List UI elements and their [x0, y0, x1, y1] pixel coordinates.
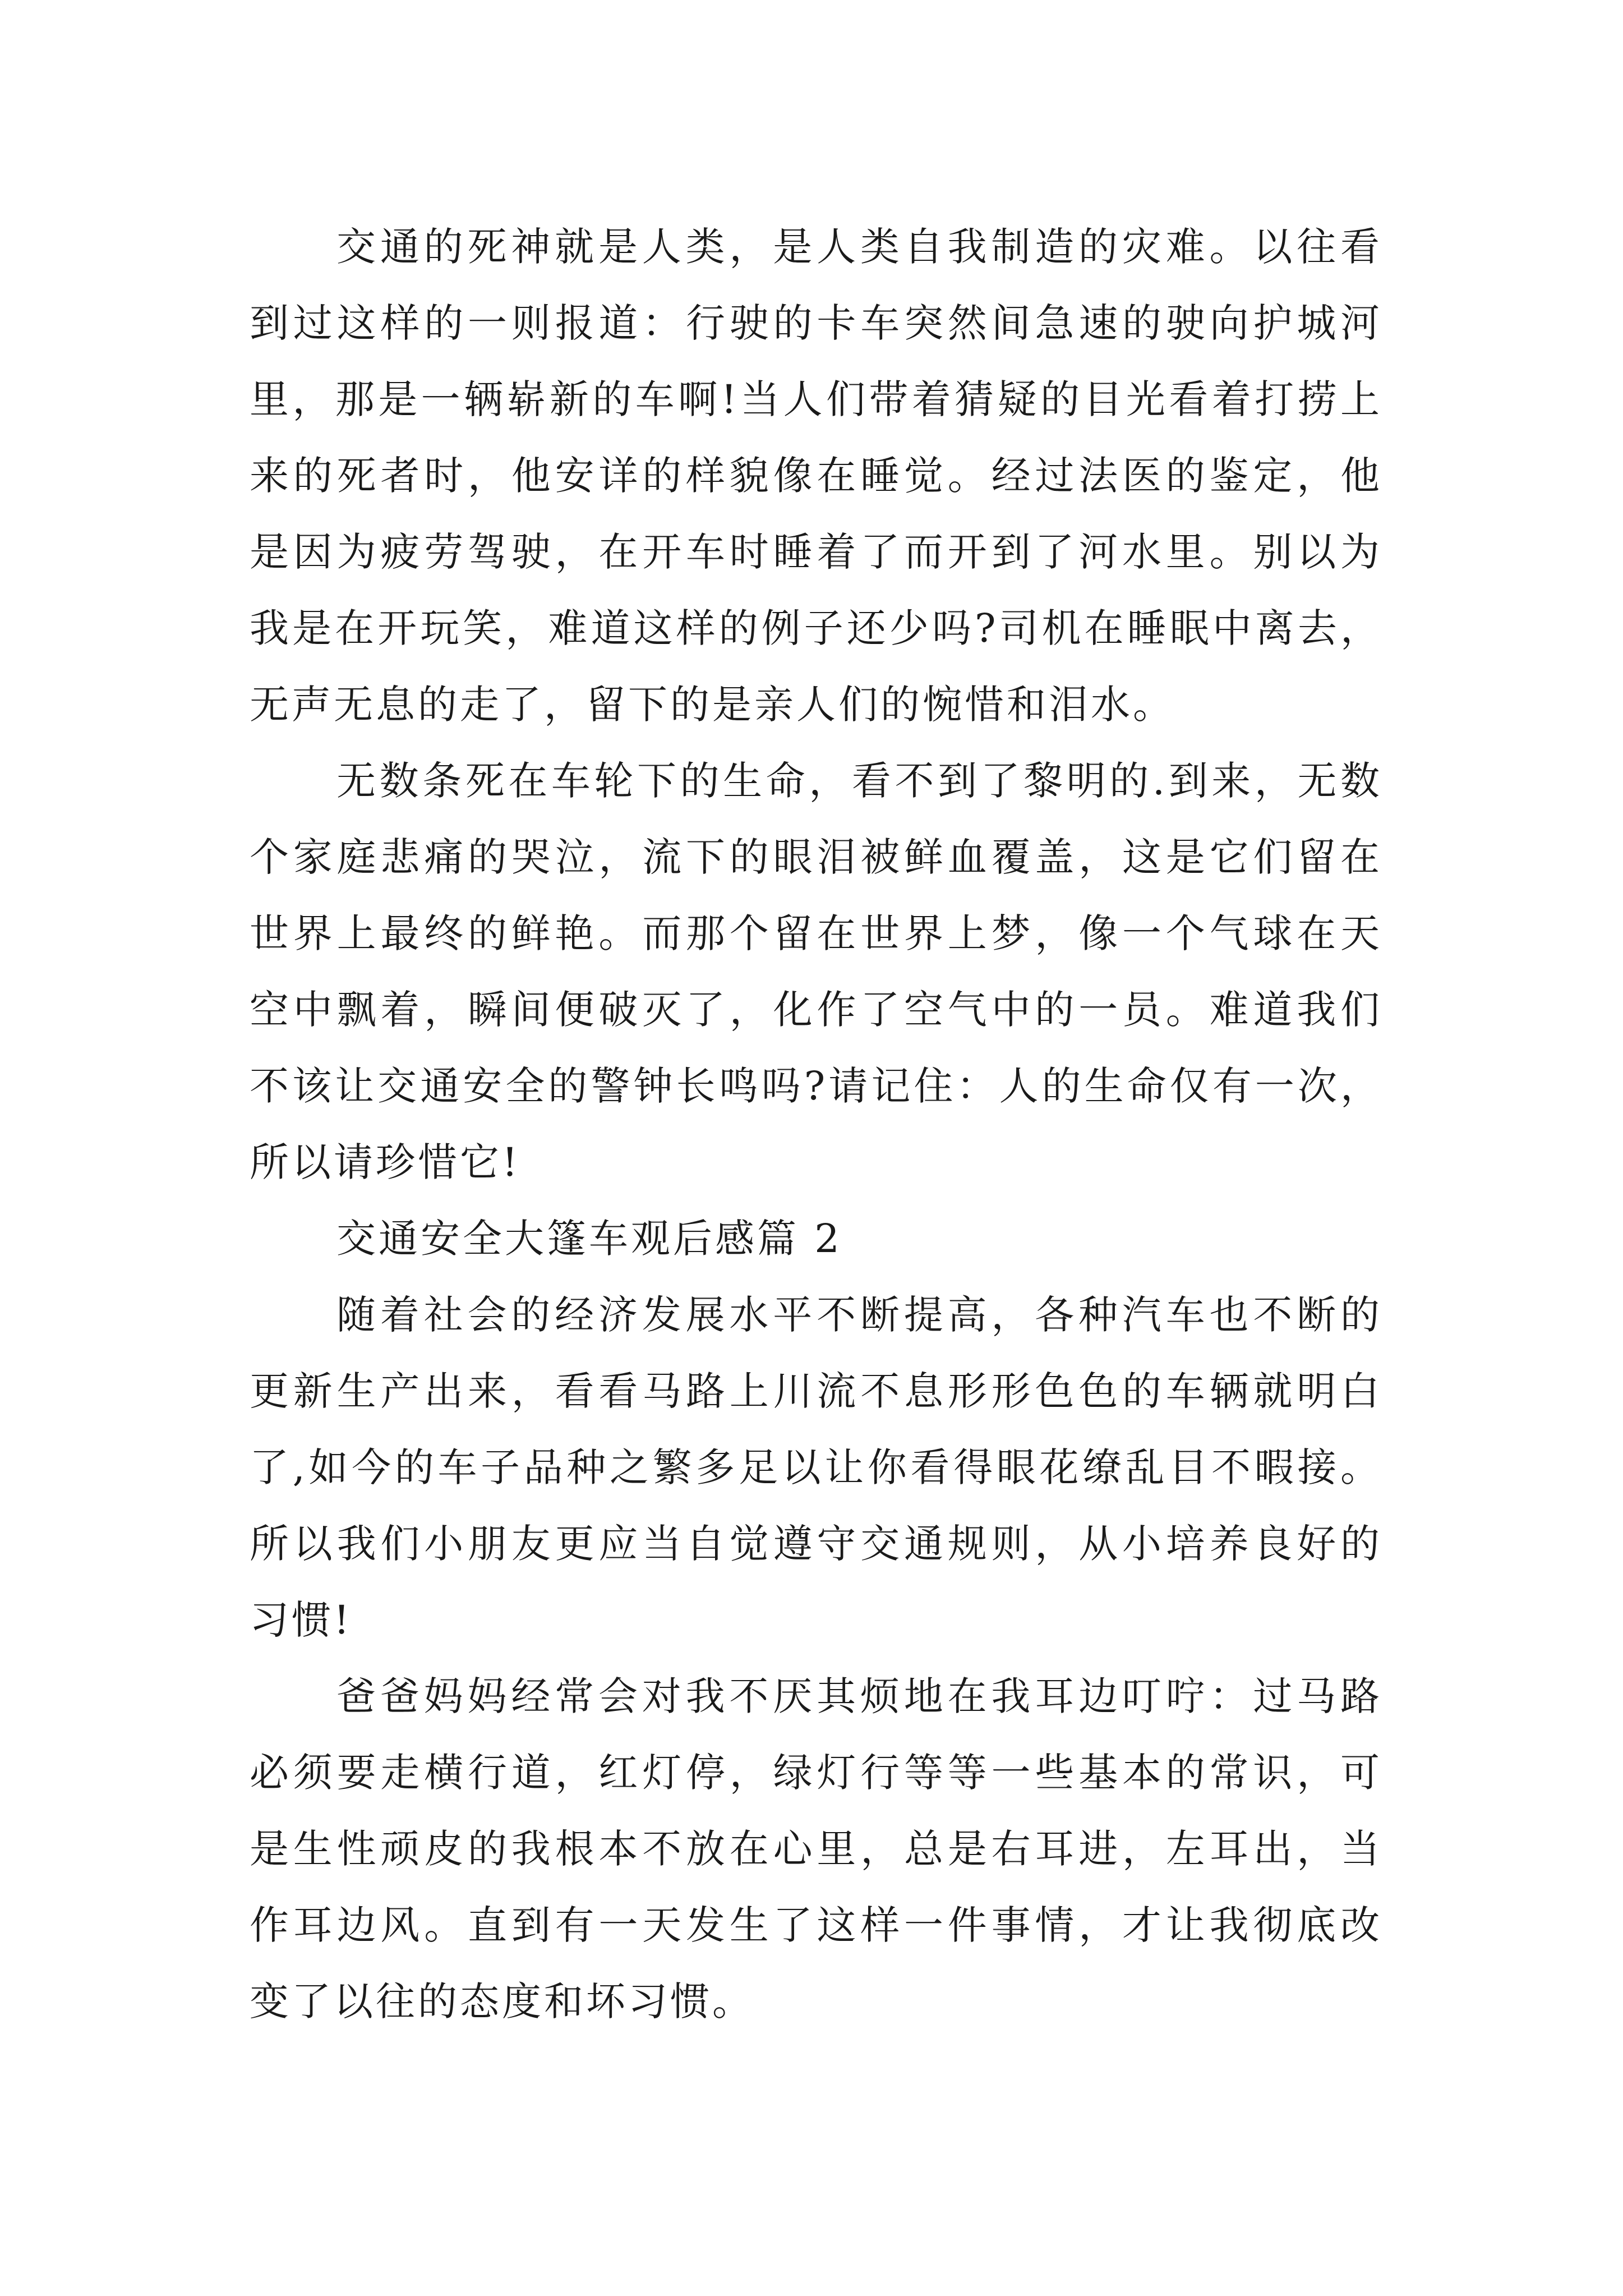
body-paragraph: 随着社会的经济发展水平不断提高，各种汽车也不断的更新生产出来，看看马路上川流不息形形色色的车辆就明白了,如今的车子品种之繁多足以让你看得眼花缭乱目不暇接。所以我们小朋友更应当自觉遵守交通规则，从小培养良好的习惯!: [250, 1292, 1382, 1643]
body-paragraph: 无数条死在车轮下的生命，看不到了黎明的.到来，无数个家庭悲痛的哭泣，流下的眼泪被鲜血覆盖，这是它们留在世界上最终的鲜艳。而那个留在世界上梦，像一个气球在天空中飘着，瞬间便破灭了，化作了空气中的一员。难道我们不该让交通安全的警钟长鸣吗?请记住：人的生命仅有一次，所以请珍惜它!: [250, 758, 1382, 1185]
body-paragraph: 爸爸妈妈经常会对我不厌其烦地在我耳边叮咛：过马路必须要走横行道，红灯停，绿灯行等等一些基本的常识，可是生性顽皮的我根本不放在心里，总是右耳进，左耳出，当作耳边风。直到有一天发生了这样一件事情，才让我彻底改变了以往的态度和坏习惯。: [250, 1673, 1382, 2024]
body-paragraph: 交通的死神就是人类，是人类自我制造的灾难。以往看到过这样的一则报道：行驶的卡车突然间急速的驶向护城河里，那是一辆崭新的车啊!当人们带着猜疑的目光看着打捞上来的死者时，他安详的样貌像在睡觉。经过法医的鉴定，他是因为疲劳驾驶，在开车时睡着了而开到了河水里。别以为我是在开玩笑，难道这样的例子还少吗?司机在睡眠中离去，无声无息的走了，留下的是亲人们的惋惜和泪水。: [250, 224, 1382, 728]
document-page: [250, 209, 1382, 2040]
section-heading: 交通安全大篷车观后感篇 2: [336, 1216, 842, 1262]
